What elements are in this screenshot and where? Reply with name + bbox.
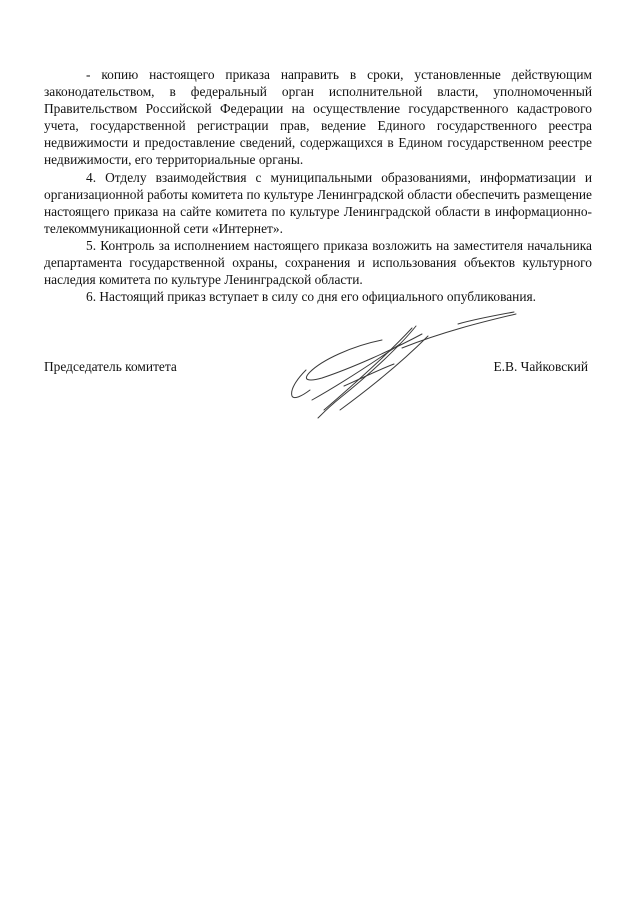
paragraph-6-effective-date: 6. Настоящий приказ вступает в силу со дня его официального опубликования. [86,289,536,305]
paragraph-5-control: 5. Контроль за исполнением настоящего приказа возложить на заместителя начальника департамента государственной охраны, сохранения и использования объектов культурного наследия комитета по культуре Ленинградской области. [44,237,592,288]
handwritten-signature [282,306,532,422]
signatory-title: Председатель комитета [44,359,177,374]
document-body [44,66,592,305]
signatory-name: Е.В. Чайковский [493,359,588,374]
paragraph-4-publication: 4. Отделу взаимодействия с муниципальными образованиями, информатизации и организационной работы комитета по культуре Ленинградской области обеспечить размещение настоящего приказа на сайте комитета по культуре Ленинградской области в информационно-телекоммуникационной сети «Интернет». [44,169,592,236]
paragraph-send-copy: - копию настоящего приказа направить в сроки, установленные действующим законодательством, в федеральный орган исполнительной власти, уполномоченный Правительством Российской Федерации на осуществление государственного кадастрового учета, государственной регистрации прав, ведение Единого государственного реестра недвижимости и предоставление сведений, содержащихся в Едином государственном реестре недвижимости, его территориальные органы. [44,67,592,168]
